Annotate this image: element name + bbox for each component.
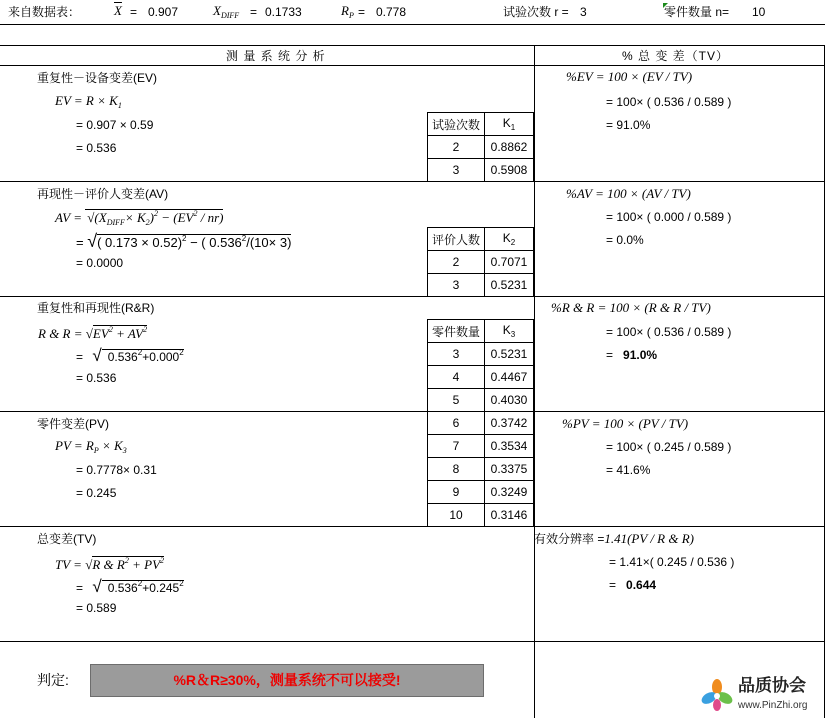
ndc-step2: = 0.644: [609, 578, 657, 592]
ev-step1: = 0.907 × 0.59: [76, 118, 154, 132]
k2-header: 评价人数: [428, 228, 485, 251]
pv-step2: = 0.245: [76, 486, 117, 500]
tv-step1: = √ $0.536^2+0.245^2$: [76, 577, 184, 596]
flower-icon: [700, 678, 734, 712]
k3-cell: 8: [428, 458, 485, 481]
ndc-formula: 有效分辨率 =1.41(PV / R & R): [534, 531, 695, 546]
tv-step2: = 0.589: [76, 601, 117, 615]
rule-ev: [0, 181, 825, 182]
xbar-symbol: $\overline{X}$: [114, 3, 122, 18]
table-row: [428, 159, 534, 182]
table-row: [428, 343, 534, 366]
source-label: 来自数据表：: [8, 5, 81, 19]
av-pct-step2: = 0.0%: [606, 233, 644, 247]
k3-cell: 0.3534: [485, 435, 534, 458]
pv-pct-formula: %PV = 100 × (PV / TV): [562, 416, 689, 431]
rr-step1: = √ $0.536^2+0.000^2$: [76, 346, 184, 365]
parts-label: 零件数量 n=: [664, 5, 730, 19]
k2-k-header: $K_2$: [485, 228, 534, 251]
ev-title: 重复性－设备变差(EV): [37, 71, 158, 85]
rp-eq: =: [358, 5, 366, 19]
rp-symbol: $R_P$: [341, 3, 354, 20]
av-step1: = √( 0.173 × 0.52)$^2$ − ( $0.536^2/(10\times 3)$: [76, 231, 292, 251]
k3-cell: 0.4030: [485, 389, 534, 412]
k1-cell: 0.5908: [485, 159, 534, 182]
k2-table: [427, 227, 534, 297]
rule-rr-right: [534, 411, 825, 412]
k3-cell: 10: [428, 504, 485, 527]
k2-cell: 0.7071: [485, 251, 534, 274]
k3-cell: 0.3249: [485, 481, 534, 504]
table-row: [428, 366, 534, 389]
ev-pct-step1: = 100× ( 0.536 / 0.589 ): [606, 95, 732, 109]
table-row: [428, 389, 534, 412]
xdiff-symbol: $X_{DIFF}$: [213, 3, 240, 20]
k3-cell: 5: [428, 389, 485, 412]
rule-headings: [0, 65, 825, 66]
brand-url: www.PinZhi.org: [738, 700, 808, 711]
ev-step2: = 0.536: [76, 141, 117, 155]
table-row: [428, 113, 534, 136]
heading-msa: 测 量 系 统 分 析: [226, 49, 326, 63]
pv-formula: PV = $R_P \times K_3$: [55, 438, 127, 455]
rule-top: [0, 45, 825, 46]
rule-pv: [0, 526, 825, 527]
k3-cell: 7: [428, 435, 485, 458]
brand-name: 品质协会: [738, 676, 806, 695]
table-row: [428, 251, 534, 274]
k3-table: [427, 319, 534, 527]
k3-cell: 9: [428, 481, 485, 504]
rp-value: 0.778: [376, 5, 407, 19]
ev-formula: EV = $R \times K_1$: [55, 93, 122, 110]
av-pct-step1: = 100× ( 0.000 / 0.589 ): [606, 210, 732, 224]
table-row: [428, 274, 534, 297]
pv-step1: = 0.7778× 0.31: [76, 463, 157, 477]
av-formula: AV = $√(X_{DIFF}\times K_2)^2 - (EV^2 / nr)$: [55, 209, 224, 227]
pinzhi-logo: [700, 676, 820, 716]
av-title: 再现性－评价人变差(AV): [37, 187, 169, 201]
cell-note-marker: [663, 3, 668, 8]
table-row: [428, 320, 534, 343]
table-row: [428, 504, 534, 527]
rr-pct-formula: %R & R = 100 × (R & R / TV): [551, 300, 711, 315]
rule-tv: [0, 641, 825, 642]
heading-tv-percent: % 总 变 差（TV）: [622, 49, 730, 63]
k3-cell: 0.4467: [485, 366, 534, 389]
k1-cell: 3: [428, 159, 485, 182]
trials-value: 3: [580, 5, 587, 19]
av-step2: = 0.0000: [76, 256, 124, 270]
parts-value: 10: [752, 5, 766, 19]
rr-title: 重复性和再现性(R&R): [37, 301, 155, 315]
xbar-eq: =: [130, 5, 138, 19]
rule-vertical: [534, 45, 535, 718]
tv-formula: TV = √R & $R^2 + PV^2$: [55, 556, 165, 572]
table-row: [428, 481, 534, 504]
trials-label: 试验次数 r =: [503, 5, 569, 19]
xbar-value: 0.907: [148, 5, 179, 19]
k3-k-header: $K_3$: [485, 320, 534, 343]
k1-table: [427, 112, 534, 182]
pv-title: 零件变差(PV): [37, 417, 110, 431]
k3-cell: 6: [428, 412, 485, 435]
k2-cell: 3: [428, 274, 485, 297]
pv-pct-step1: = 100× ( 0.245 / 0.589 ): [606, 440, 732, 454]
table-row: [428, 136, 534, 159]
rr-step2: = 0.536: [76, 371, 117, 385]
k3-cell: 3: [428, 343, 485, 366]
k3-cell: 4: [428, 366, 485, 389]
k2-cell: 2: [428, 251, 485, 274]
table-row: [428, 458, 534, 481]
rule-header: [0, 24, 825, 25]
rule-av: [0, 296, 825, 297]
k1-cell: 2: [428, 136, 485, 159]
pv-pct-step2: = 41.6%: [606, 463, 651, 477]
k3-header: 零件数量: [428, 320, 485, 343]
rule-rr-left: [0, 411, 428, 412]
xdiff-value: 0.1733: [265, 5, 302, 19]
verdict-label: 判定:: [37, 672, 69, 688]
k1-k-header: $K_1$: [485, 113, 534, 136]
rr-pct-step1: = 100× ( 0.536 / 0.589 ): [606, 325, 732, 339]
xdiff-eq: =: [250, 5, 258, 19]
rr-pct-step2: = 91.0%: [606, 348, 658, 362]
tv-title: 总变差(TV): [37, 532, 97, 546]
ndc-step1: = 1.41×( 0.245 / 0.536 ): [609, 555, 735, 569]
k3-cell: 0.3742: [485, 412, 534, 435]
table-row: [428, 435, 534, 458]
k3-cell: 0.5231: [485, 343, 534, 366]
verdict-banner: %R＆R≥30%，测量系统不可以接受!: [90, 664, 484, 697]
k1-header: 试验次数: [428, 113, 485, 136]
k1-cell: 0.8862: [485, 136, 534, 159]
ev-pct-step2: = 91.0%: [606, 118, 651, 132]
k3-cell: 0.3146: [485, 504, 534, 527]
ev-pct-formula: %EV = 100 × (EV / TV): [566, 69, 693, 84]
table-row: [428, 412, 534, 435]
k3-cell: 0.3375: [485, 458, 534, 481]
rr-formula: R & $R = √EV^2 + AV^2$: [38, 325, 148, 341]
av-pct-formula: %AV = 100 × (AV / TV): [566, 186, 691, 201]
k2-cell: 0.5231: [485, 274, 534, 297]
table-row: [428, 228, 534, 251]
